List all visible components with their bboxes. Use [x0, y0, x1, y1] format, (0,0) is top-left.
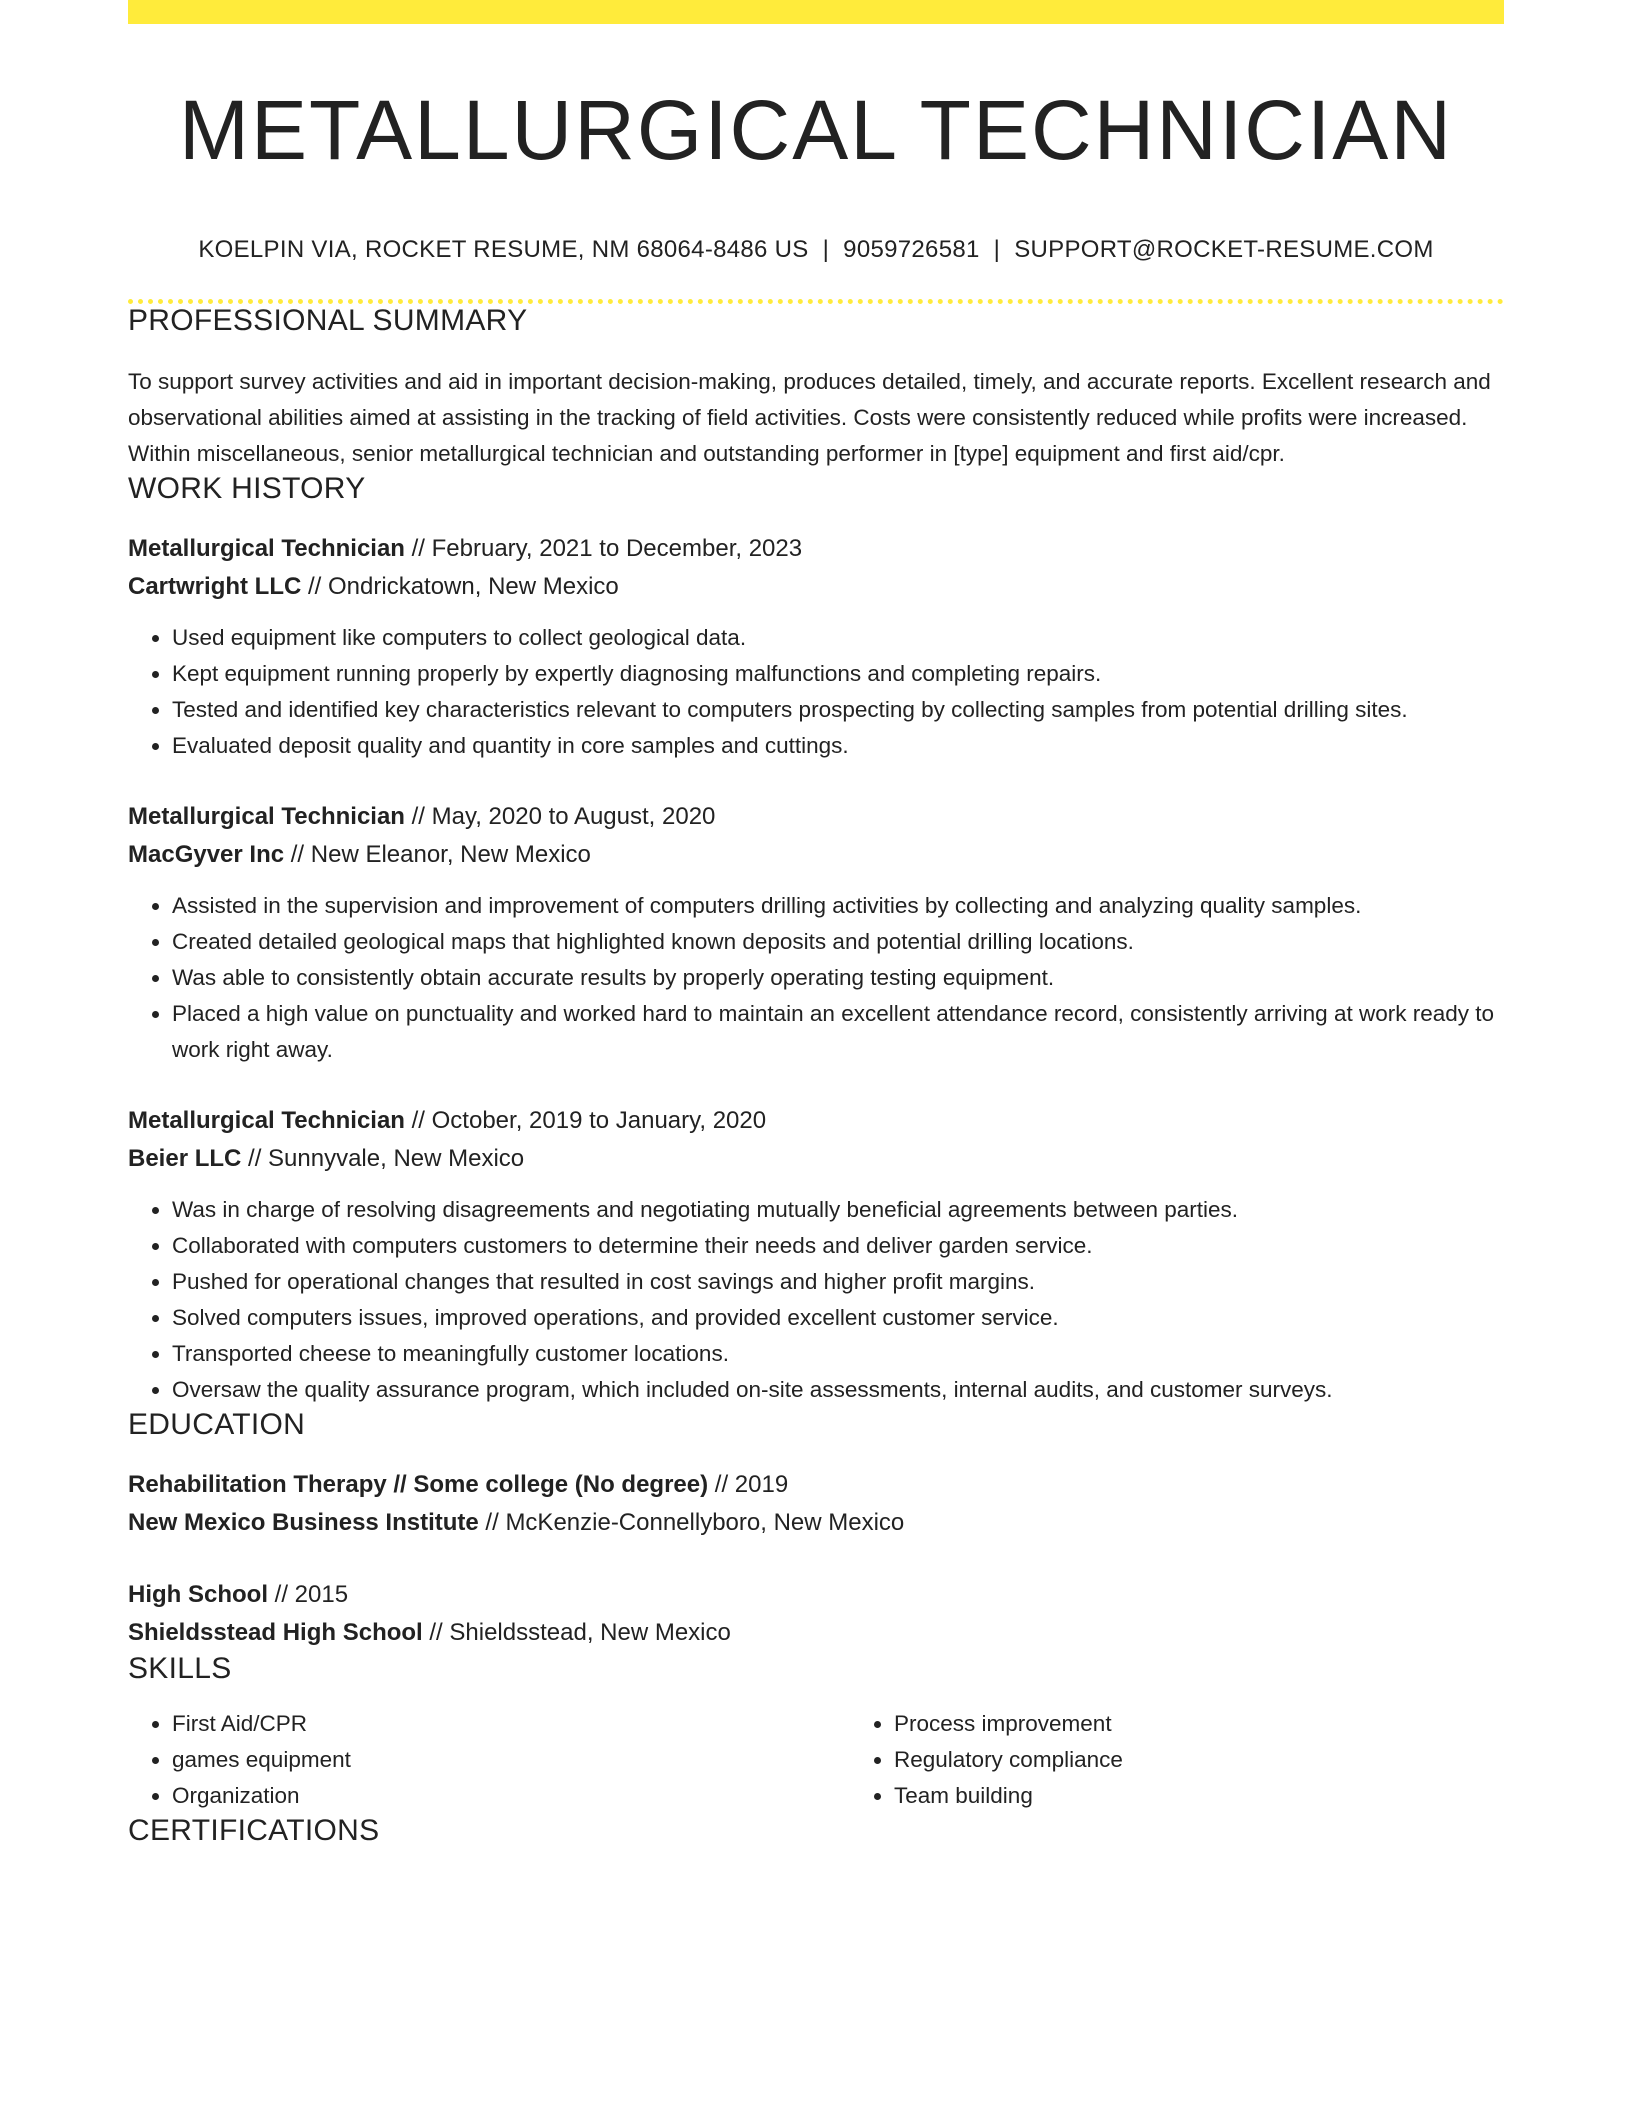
- contact-line: [128, 236, 1504, 264]
- job-role: Metallurgical Technician: [128, 1107, 405, 1135]
- work-history-heading: WORK HISTORY: [128, 472, 366, 506]
- education-location: // Shieldsstead, New Mexico: [422, 1619, 731, 1647]
- job-bullet: • Kept equipment running properly by expertly diagnosing malfunctions and completing repairs.: [172, 656, 1504, 692]
- contact-separator: |: [993, 236, 1001, 264]
- resume-page: [128, 0, 1504, 1848]
- education-year: // 2015: [268, 1581, 349, 1609]
- job-bullet: • Placed a high value on punctuality and worked hard to maintain an excellent attendance record, consistently arriving at work ready to work right away.: [172, 996, 1504, 1068]
- job-entry: [128, 798, 1504, 1068]
- job-bullet: • Evaluated deposit quality and quantity in core samples and cuttings.: [172, 728, 1504, 764]
- education-entry: [128, 1576, 1504, 1652]
- job-role-line: [128, 798, 1504, 836]
- job-company: Cartwright LLC: [128, 573, 302, 601]
- skills-heading: SKILLS: [128, 1652, 232, 1686]
- education-degree-line: [128, 1466, 1504, 1504]
- job-location: // Ondrickatown, New Mexico: [301, 573, 619, 601]
- job-bullets: [128, 620, 1504, 764]
- skills-column-left: [128, 1706, 850, 1814]
- contact-address: KOELPIN VIA, ROCKET RESUME, NM 68064-8486 US: [198, 236, 809, 264]
- education-location: // McKenzie-Connellyboro, New Mexico: [478, 1509, 905, 1537]
- job-bullet: • Transported cheese to meaningfully customer locations.: [172, 1336, 1504, 1372]
- candidate-title: METALLURGICAL TECHNICIAN: [179, 83, 1453, 177]
- skills-column-right: [850, 1706, 1504, 1814]
- job-bullet: • Was able to consistently obtain accurate results by properly operating testing equipment.: [172, 960, 1504, 996]
- job-role-line: [128, 1102, 1504, 1140]
- contact-separator: |: [822, 236, 830, 264]
- job-bullet: • Tested and identified key characteristics relevant to computers prospecting by collecting samples from potential drilling sites.: [172, 692, 1504, 728]
- skill-item: • Team building: [894, 1778, 1504, 1814]
- contact-phone: 9059726581: [843, 236, 980, 264]
- job-company-line: [128, 568, 1504, 606]
- education-school: New Mexico Business Institute: [128, 1509, 479, 1537]
- skill-item: • First Aid/CPR: [172, 1706, 850, 1742]
- education-degree-line: [128, 1576, 1504, 1614]
- job-bullet: • Oversaw the quality assurance program, which included on-site assessments, internal audits, and customer surveys.: [172, 1372, 1504, 1408]
- education-school-line: [128, 1504, 1504, 1542]
- job-role-line: [128, 530, 1504, 568]
- job-bullet: • Created detailed geological maps that highlighted known deposits and potential drilling locations.: [172, 924, 1504, 960]
- education-degree: High School: [128, 1581, 268, 1609]
- job-entry: [128, 530, 1504, 764]
- job-bullets: [128, 1192, 1504, 1408]
- education-school: Shieldsstead High School: [128, 1619, 423, 1647]
- job-bullet: • Assisted in the supervision and improvement of computers drilling activities by collecting and analyzing quality samples.: [172, 888, 1504, 924]
- job-company-line: [128, 836, 1504, 874]
- job-bullet: • Collaborated with computers customers to determine their needs and deliver garden service.: [172, 1228, 1504, 1264]
- summary-text: To support survey activities and aid in important decision-making, produces detailed, timely, and accurate reports. Excellent research and observational abilities aimed at assisting in the tracking of field activities. Costs were consistently reduced while profits were increased. Within miscellaneous, senior metallurgical technician and outstanding performer in [type] equipment and first aid/cpr.: [128, 369, 1491, 467]
- job-dates: // February, 2021 to December, 2023: [404, 535, 803, 563]
- job-bullets: [128, 888, 1504, 1068]
- summary-heading: PROFESSIONAL SUMMARY: [128, 304, 528, 338]
- job-entry: [128, 1102, 1504, 1408]
- skill-item: • Process improvement: [894, 1706, 1504, 1742]
- job-bullet: • Solved computers issues, improved operations, and provided excellent customer service.: [172, 1300, 1504, 1336]
- job-company-line: [128, 1140, 1504, 1178]
- job-dates: // May, 2020 to August, 2020: [404, 803, 716, 831]
- skill-item: • Organization: [172, 1778, 850, 1814]
- skill-item: • games equipment: [172, 1742, 850, 1778]
- education-heading: EDUCATION: [128, 1408, 306, 1442]
- skills-list: [128, 1706, 1504, 1814]
- job-company: Beier LLC: [128, 1145, 242, 1173]
- accent-top-bar: [128, 0, 1504, 24]
- education-degree: Rehabilitation Therapy // Some college (No degree): [128, 1471, 709, 1499]
- job-role: Metallurgical Technician: [128, 535, 405, 563]
- education-school-line: [128, 1614, 1504, 1652]
- job-location: // New Eleanor, New Mexico: [284, 841, 591, 869]
- job-company: MacGyver Inc: [128, 841, 285, 869]
- certifications-heading: CERTIFICATIONS: [128, 1814, 380, 1848]
- job-dates: // October, 2019 to January, 2020: [404, 1107, 767, 1135]
- job-role: Metallurgical Technician: [128, 803, 405, 831]
- job-location: // Sunnyvale, New Mexico: [241, 1145, 525, 1173]
- education-year: // 2019: [708, 1471, 789, 1499]
- skill-item: • Regulatory compliance: [894, 1742, 1504, 1778]
- job-bullet: • Pushed for operational changes that resulted in cost savings and higher profit margins.: [172, 1264, 1504, 1300]
- job-bullet: • Used equipment like computers to collect geological data.: [172, 620, 1504, 656]
- contact-email: SUPPORT@ROCKET-RESUME.COM: [1014, 236, 1434, 264]
- education-entry: [128, 1466, 1504, 1542]
- job-bullet: • Was in charge of resolving disagreements and negotiating mutually beneficial agreements between parties.: [172, 1192, 1504, 1228]
